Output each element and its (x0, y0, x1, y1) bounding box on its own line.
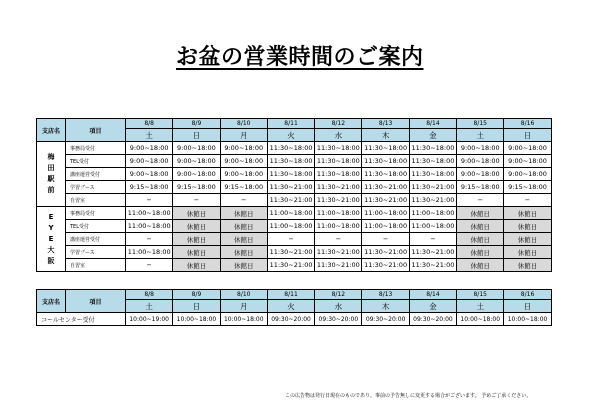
schedule-cell: 9:00~18:00 (126, 168, 173, 181)
date-header-cell: 8/15 (457, 290, 504, 300)
date-header-cell: 8/15 (457, 119, 504, 129)
schedule-cell: 11:00~18:00 (409, 220, 456, 233)
weekday-header-cell: 水 (315, 300, 362, 313)
service-label: 事務局受付 (66, 207, 126, 220)
date-header-cell: 8/14 (409, 290, 456, 300)
branch-name-char: 梅 (47, 153, 55, 161)
schedule-cell: − (362, 233, 409, 246)
schedule-cell: 11:30~21:00 (267, 194, 314, 207)
branch-name-cell (37, 207, 66, 272)
date-header-cell: 8/8 (126, 290, 173, 300)
date-header-cell: 8/11 (267, 119, 314, 129)
schedule-cell: 休館日 (173, 220, 220, 233)
call-center-schedule-table (36, 289, 552, 326)
header-row-dates (37, 290, 552, 300)
schedule-cell: 休館日 (457, 220, 504, 233)
schedule-cell: 11:30~18:00 (362, 155, 409, 168)
schedule-cell: 休館日 (504, 259, 551, 272)
branch-column-header: 支店名 (37, 119, 66, 142)
schedule-cell: − (504, 194, 551, 207)
service-label: TEL受付 (66, 220, 126, 233)
schedule-cell: 休館日 (220, 220, 267, 233)
schedule-cell: 9:00~18:00 (457, 168, 504, 181)
weekday-header-cell: 木 (362, 300, 409, 313)
schedule-cell: 9:15~18:00 (173, 181, 220, 194)
branch-name-char: Y (48, 223, 54, 232)
table-row (37, 168, 552, 181)
branch-name-char: E (48, 234, 54, 243)
schedule-cell: 11:30~18:00 (409, 142, 456, 155)
schedule-cell: 11:30~21:00 (362, 259, 409, 272)
schedule-cell: 11:30~18:00 (409, 155, 456, 168)
schedule-cell: 9:00~18:00 (126, 142, 173, 155)
schedule-cell: 11:30~21:00 (409, 259, 456, 272)
weekday-header-cell: 月 (220, 129, 267, 142)
date-header-cell: 8/12 (315, 119, 362, 129)
schedule-cell: 10:00~18:00 (457, 313, 504, 326)
schedule-cell: 10:00~18:00 (220, 313, 267, 326)
schedule-cell: 11:30~18:00 (315, 155, 362, 168)
schedule-cell: 休館日 (504, 233, 551, 246)
schedule-cell: 9:15~18:00 (126, 181, 173, 194)
schedule-cell: 9:15~18:00 (504, 181, 551, 194)
schedule-cell: − (126, 194, 173, 207)
service-label: 学習ブース (66, 181, 126, 194)
schedule-cell: 9:00~18:00 (173, 155, 220, 168)
schedule-cell: 11:00~18:00 (362, 220, 409, 233)
schedule-cell: 11:00~18:00 (362, 207, 409, 220)
schedule-cell: 9:00~18:00 (173, 142, 220, 155)
branch-name-char: 大 (47, 245, 55, 254)
item-column-header: 項目 (66, 290, 126, 313)
schedule-cell: 11:30~21:00 (315, 181, 362, 194)
schedule-cell: 11:00~18:00 (267, 207, 314, 220)
schedule-cell: 11:00~18:00 (315, 207, 362, 220)
schedule-cell: 10:00~18:00 (173, 313, 220, 326)
table-row (37, 207, 552, 220)
schedule-cell: 11:30~21:00 (267, 259, 314, 272)
schedule-cell: − (457, 194, 504, 207)
weekday-header-cell: 日 (173, 300, 220, 313)
service-label: TEL受付 (66, 155, 126, 168)
schedule-cell: − (315, 233, 362, 246)
table-row (37, 220, 552, 233)
page-title: お盆の営業時間のご案内 (176, 45, 424, 70)
service-label: 自習室 (66, 194, 126, 207)
footnote: この広告物は発行日現在のものであり、事前の予告無しに変更する場合がございます。 予めご了承ください。 (285, 393, 532, 399)
schedule-cell: 休館日 (504, 220, 551, 233)
schedule-cell: 9:00~18:00 (220, 168, 267, 181)
branch-schedule-table (36, 118, 552, 272)
schedule-cell: − (409, 233, 456, 246)
weekday-header-cell: 金 (409, 129, 456, 142)
date-header-cell: 8/13 (362, 119, 409, 129)
schedule-cell: 9:00~18:00 (504, 142, 551, 155)
schedule-cell: 09:30~20:00 (267, 313, 314, 326)
schedule-cell: 休館日 (457, 233, 504, 246)
schedule-cell: 10:00~18:00 (504, 313, 551, 326)
date-header-cell: 8/9 (173, 290, 220, 300)
table-row (37, 233, 552, 246)
schedule-cell: 休館日 (220, 233, 267, 246)
schedule-cell: 10:00~19:00 (126, 313, 173, 326)
date-header-cell: 8/13 (362, 290, 409, 300)
schedule-cell: − (267, 233, 314, 246)
service-label: 講座運営受付 (66, 168, 126, 181)
schedule-cell: 休館日 (504, 207, 551, 220)
schedule-cell: 休館日 (220, 246, 267, 259)
table-row (37, 313, 552, 326)
branch-name-cell (37, 142, 66, 207)
table-row (37, 259, 552, 272)
schedule-cell: 11:30~21:00 (315, 259, 362, 272)
schedule-cell: 11:30~21:00 (409, 194, 456, 207)
weekday-header-cell: 土 (126, 129, 173, 142)
schedule-cell: 11:30~18:00 (315, 142, 362, 155)
schedule-cell: 11:30~21:00 (409, 246, 456, 259)
weekday-header-cell: 日 (504, 129, 551, 142)
schedule-cell: 休館日 (173, 207, 220, 220)
schedule-cell: 9:00~18:00 (220, 142, 267, 155)
schedule-cell: 11:30~21:00 (267, 246, 314, 259)
service-label: 講座運営受付 (66, 233, 126, 246)
schedule-cell: 11:30~21:00 (315, 246, 362, 259)
table-row (37, 246, 552, 259)
schedule-cell: 11:30~18:00 (362, 168, 409, 181)
schedule-cell: 休館日 (173, 233, 220, 246)
date-header-cell: 8/9 (173, 119, 220, 129)
branch-column-header: 支店名 (37, 290, 66, 313)
schedule-cell: 9:00~18:00 (457, 155, 504, 168)
schedule-cell: 11:30~18:00 (362, 142, 409, 155)
schedule-cell: 11:00~18:00 (409, 207, 456, 220)
service-label: 事務局受付 (66, 142, 126, 155)
schedule-cell: 9:00~18:00 (504, 168, 551, 181)
schedule-cell: 11:30~18:00 (315, 168, 362, 181)
weekday-header-cell: 日 (504, 300, 551, 313)
schedule-cell: 09:30~20:00 (409, 313, 456, 326)
schedule-cell: 11:30~21:00 (362, 194, 409, 207)
date-header-cell: 8/10 (220, 119, 267, 129)
date-header-cell: 8/11 (267, 290, 314, 300)
schedule-cell: 9:15~18:00 (457, 181, 504, 194)
item-column-header: 項目 (66, 119, 126, 142)
date-header-cell: 8/10 (220, 290, 267, 300)
schedule-cell: 休館日 (173, 246, 220, 259)
schedule-cell: 11:30~21:00 (362, 246, 409, 259)
schedule-cell: 11:00~18:00 (126, 220, 173, 233)
service-label: 自習室 (66, 259, 126, 272)
schedule-cell: 11:00~18:00 (126, 246, 173, 259)
weekday-header-cell: 木 (362, 129, 409, 142)
schedule-cell: 9:00~18:00 (504, 155, 551, 168)
schedule-cell: 9:15~18:00 (220, 181, 267, 194)
weekday-header-cell: 月 (220, 300, 267, 313)
schedule-cell: 休館日 (220, 259, 267, 272)
schedule-cell: 9:00~18:00 (126, 155, 173, 168)
schedule-cell: − (173, 194, 220, 207)
branch-name-char: 田 (47, 164, 55, 172)
schedule-cell: 11:30~18:00 (267, 168, 314, 181)
schedule-cell: 11:00~18:00 (267, 220, 314, 233)
schedule-cell: 休館日 (220, 207, 267, 220)
date-header-cell: 8/16 (504, 119, 551, 129)
schedule-cell: 11:30~18:00 (409, 168, 456, 181)
weekday-header-cell: 金 (409, 300, 456, 313)
schedule-cell: 11:30~21:00 (362, 181, 409, 194)
schedule-cell: 11:30~21:00 (267, 181, 314, 194)
schedule-cell: − (220, 194, 267, 207)
table-row (37, 155, 552, 168)
header-row-dates (37, 119, 552, 129)
service-label: コールセンター受付 (37, 313, 126, 326)
weekday-header-cell: 土 (126, 300, 173, 313)
date-header-cell: 8/16 (504, 290, 551, 300)
service-label: 学習ブース (66, 246, 126, 259)
date-header-cell: 8/12 (315, 290, 362, 300)
schedule-cell: 11:00~18:00 (315, 220, 362, 233)
table-row (37, 181, 552, 194)
table-row (37, 142, 552, 155)
date-header-cell: 8/14 (409, 119, 456, 129)
date-header-cell: 8/8 (126, 119, 173, 129)
schedule-cell: 11:30~21:00 (409, 181, 456, 194)
schedule-cell: 休館日 (173, 259, 220, 272)
table-row (37, 194, 552, 207)
schedule-cell: 9:00~18:00 (220, 155, 267, 168)
branch-name-char: 駅 (47, 175, 55, 183)
weekday-header-cell: 火 (267, 300, 314, 313)
schedule-cell: 9:00~18:00 (457, 142, 504, 155)
weekday-header-cell: 土 (457, 300, 504, 313)
branch-name-char: 前 (47, 186, 55, 194)
schedule-cell: 9:00~18:00 (173, 168, 220, 181)
weekday-header-cell: 土 (457, 129, 504, 142)
schedule-cell: 休館日 (457, 246, 504, 259)
branch-name-char: 阪 (47, 256, 55, 265)
schedule-cell: 休館日 (504, 246, 551, 259)
branch-name-char: E (48, 212, 54, 221)
schedule-cell: 11:00~18:00 (126, 207, 173, 220)
weekday-header-cell: 火 (267, 129, 314, 142)
schedule-cell: − (126, 233, 173, 246)
schedule-cell: 休館日 (457, 259, 504, 272)
schedule-cell: − (126, 259, 173, 272)
weekday-header-cell: 日 (173, 129, 220, 142)
weekday-header-cell: 水 (315, 129, 362, 142)
schedule-cell: 11:30~18:00 (267, 142, 314, 155)
schedule-cell: 11:30~21:00 (315, 194, 362, 207)
schedule-cell: 09:30~20:00 (362, 313, 409, 326)
schedule-cell: 休館日 (457, 207, 504, 220)
schedule-cell: 11:30~18:00 (267, 155, 314, 168)
schedule-cell: 09:30~20:00 (315, 313, 362, 326)
